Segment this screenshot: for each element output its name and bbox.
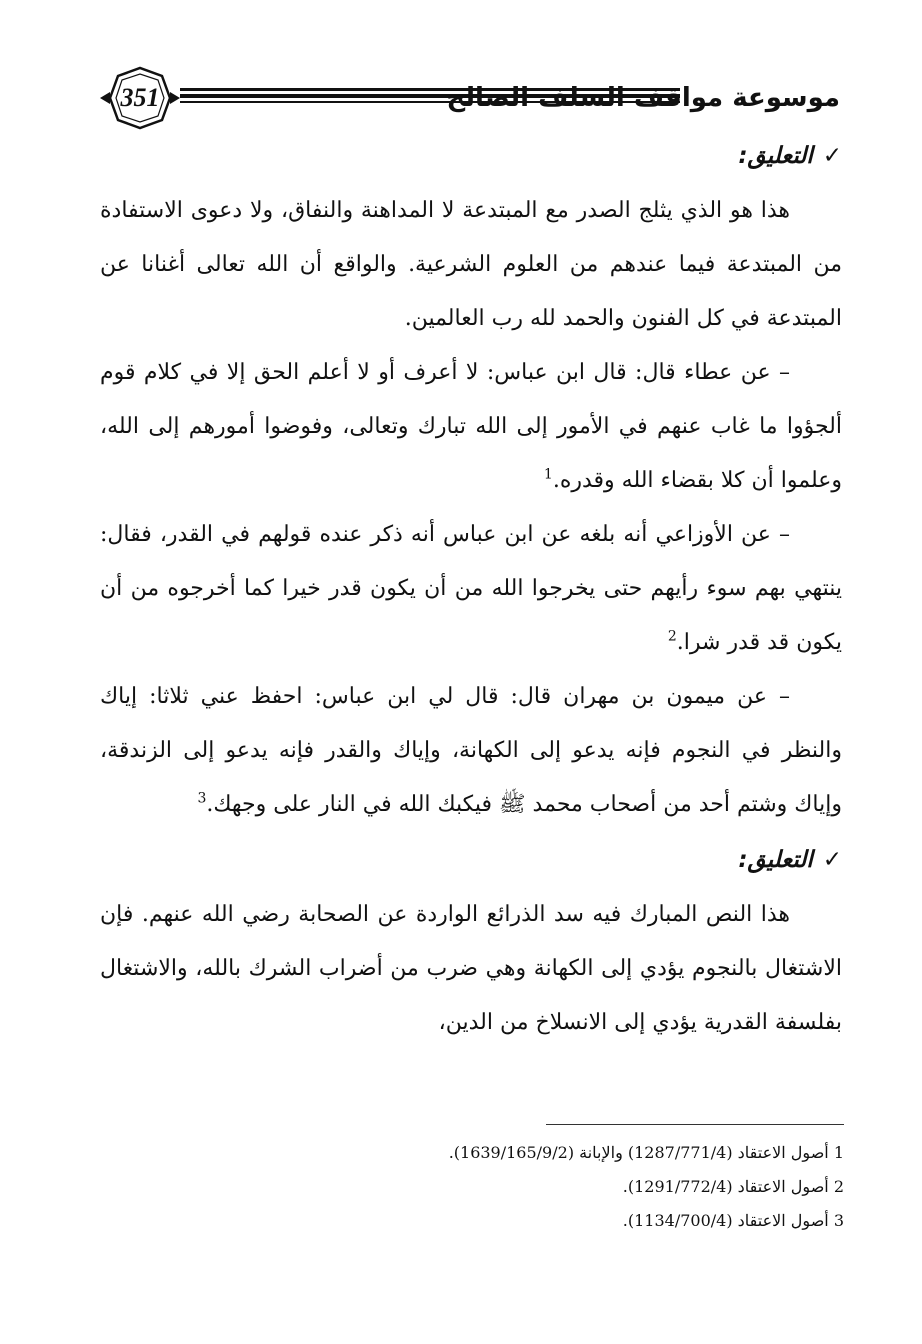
page-number: 351: [120, 83, 160, 112]
footnote-text: أصول الاعتقاد (1287/771/4) والإبانة (1639/165/9/2).: [448, 1143, 829, 1162]
commentary-paragraph: هذا النص المبارك فيه سد الذرائع الواردة عن الصحابة رضي الله عنهم. فإن الاشتغال بالنجوم يؤدي إلى الكهانة وهي ضرب من أضراب الشرك بالله، والاشتغال بفلسفة القدرية يؤدي إلى الانسلاخ من الدين،: [100, 902, 842, 1035]
narration-text: – عن الأوزاعي أنه بلغه عن ابن عباس أنه ذكر عنده قولهم في القدر، فقال: ينتهي بهم سوء رأيهم حتى يخرجوا الله من أن يكون قدر خيرا كما أخرجوه من أن يكون قد قدر شرا.: [100, 522, 842, 655]
footnote-separator: [546, 1124, 844, 1125]
narration-item: [100, 346, 842, 508]
footnote-ref[interactable]: 1: [543, 466, 553, 483]
narration-text: – عن عطاء قال: قال ابن عباس: لا أعرف أو لا أعلم الحق إلا في كلام قوم ألجؤوا ما غاب عنهم في الأمور إلى الله تبارك وتعالى، وفوضوا أمورهم إلى الله، وعلموا أن كلا بقضاء الله وقدره.: [100, 360, 842, 493]
footnote-number: 1: [833, 1143, 844, 1162]
footnote-item: [300, 1136, 844, 1170]
section-heading: [100, 128, 842, 184]
running-title: موسوعة مواقف السلف الصالح: [446, 83, 840, 113]
checkmark-icon: ✓: [822, 143, 842, 169]
page-number-badge: [96, 62, 184, 134]
footnote-item: [300, 1204, 844, 1238]
footnote-ref[interactable]: 3: [197, 790, 207, 807]
footnote-number: 2: [833, 1177, 844, 1196]
narration-text: – عن ميمون بن مهران قال: قال لي ابن عباس: احفظ عني ثلاثا: إياك والنظر في النجوم فإنه يدعو إلى الكهانة، وإياك والقدر فإنه يدعو إلى الزندقة، وإياك وشتم أحد من أصحاب محمد ﷺ فيكبك الله في النار على وجهك.: [100, 684, 842, 817]
commentary-paragraph: هذا هو الذي يثلج الصدر مع المبتدعة لا المداهنة والنفاق، ولا دعوى الاستفادة من المبتدعة فيما عندهم من العلوم الشرعية. والواقع أن الله تعالى أغنانا عن المبتدعة في كل الفنون والحمد لله رب العالمين.: [100, 198, 842, 331]
footnote-text: أصول الاعتقاد (1291/772/4).: [622, 1177, 829, 1196]
footnote-item: [300, 1170, 844, 1204]
footnote-text: أصول الاعتقاد (1134/700/4).: [622, 1211, 829, 1230]
narration-item: [100, 670, 842, 832]
main-text: [100, 128, 842, 1050]
checkmark-icon: ✓: [822, 847, 842, 873]
footnote-ref[interactable]: 2: [667, 628, 677, 645]
narration-item: [100, 508, 842, 670]
footnote-number: 3: [833, 1211, 844, 1230]
page-header: [96, 62, 840, 134]
section-heading: [100, 832, 842, 888]
heading-text: التعليق:: [738, 143, 813, 169]
footnotes: [300, 1136, 844, 1238]
heading-text: التعليق:: [738, 847, 813, 873]
